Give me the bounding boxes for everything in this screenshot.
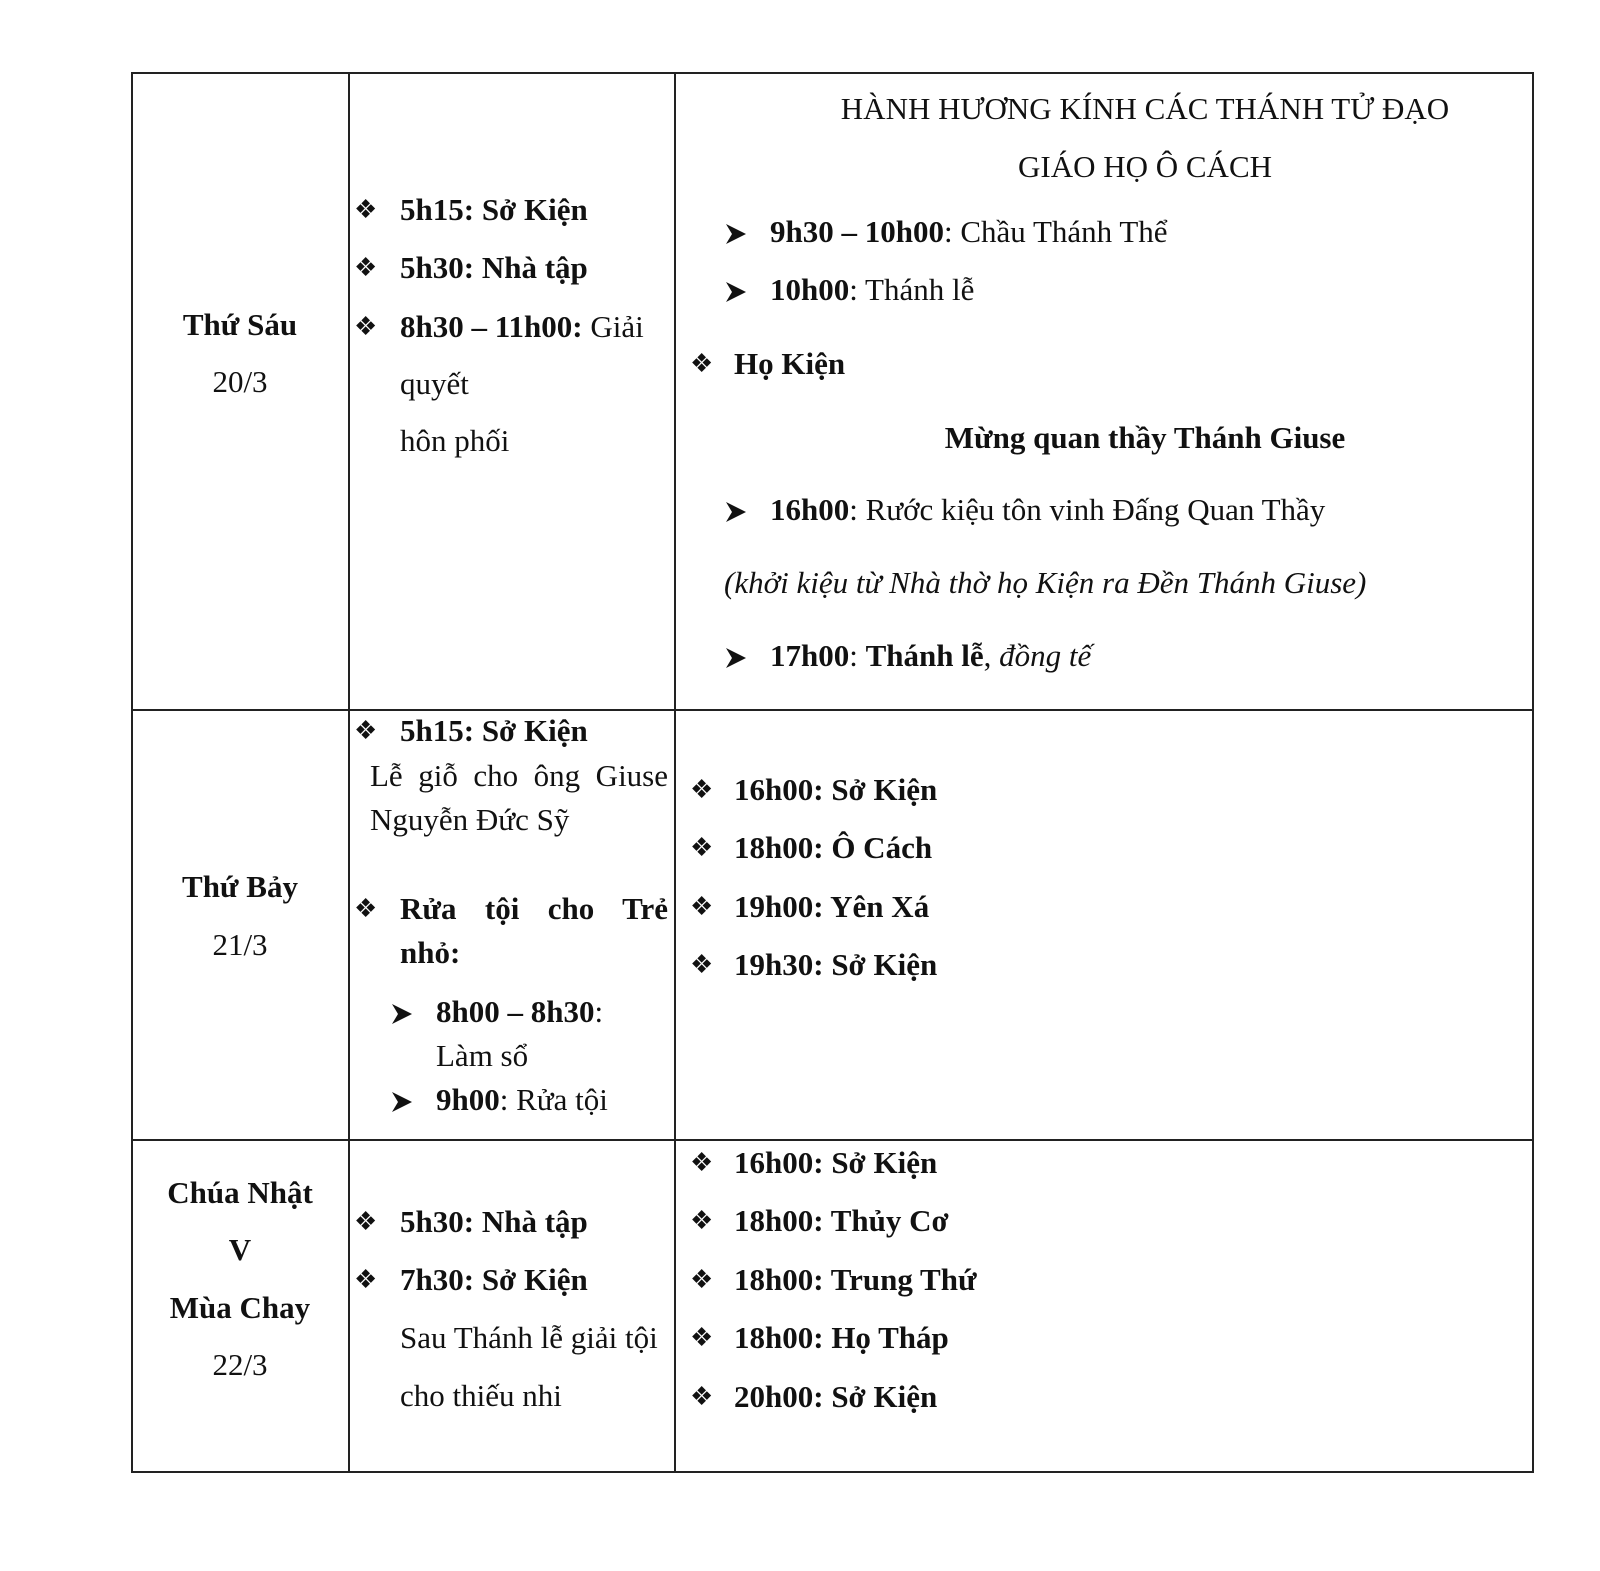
diamond-bullet-icon: ❖ [354, 253, 378, 282]
evening-item: 19h00: Yên Xá [734, 889, 930, 924]
row-divider-1 [132, 709, 1533, 711]
evening-subitem [770, 636, 1091, 676]
diamond-bullet-icon: ❖ [354, 716, 378, 745]
morning-item: 7h30: Sở Kiện [400, 1262, 588, 1297]
item-time: 9h00 [436, 1082, 500, 1117]
day-date: 20/3 [212, 364, 268, 399]
concelebration-label: đồng tế [999, 638, 1092, 673]
diamond-bullet-icon: ❖ [690, 1382, 714, 1411]
item-text: : Rước kiệu tôn vinh Đấng Quan Thầy [849, 492, 1326, 527]
evening-item: Họ Kiện [734, 346, 846, 381]
evening-item: 18h00: Thủy Cơ [734, 1203, 949, 1238]
item-text: Giải [590, 309, 644, 344]
item-text: : [849, 638, 866, 673]
day-date: 21/3 [212, 927, 268, 962]
diamond-bullet-icon: ❖ [690, 775, 714, 804]
item-time: 8h00 – 8h30 [436, 994, 595, 1029]
column-divider-day [348, 72, 350, 1473]
arrow-bullet-icon [724, 280, 748, 304]
evening-item: 18h00: Họ Tháp [734, 1320, 949, 1355]
table-border-bottom [132, 1471, 1533, 1473]
baptism-subitem-continued: Làm sổ [436, 1038, 529, 1073]
item-text: : Chầu Thánh Thể [943, 214, 1168, 249]
confession-note: Sau Thánh lễ giải tội [400, 1320, 658, 1355]
item-text: : Thánh lễ [849, 272, 975, 307]
diamond-bullet-icon: ❖ [690, 349, 714, 378]
diamond-bullet-icon: ❖ [354, 312, 378, 341]
evening-subitem [770, 212, 1168, 252]
arrow-bullet-icon [390, 1090, 414, 1114]
diamond-bullet-icon: ❖ [690, 892, 714, 921]
table-border-top [132, 72, 1533, 74]
day-date: 22/3 [212, 1347, 268, 1382]
table-border-right [1532, 72, 1534, 1473]
arrow-bullet-icon [390, 1002, 414, 1026]
morning-item: 5h15: Sở Kiện [400, 192, 588, 227]
day-name: Thứ Bảy [182, 869, 298, 904]
morning-item: 5h30: Nhà tập [400, 1204, 588, 1239]
morning-item-continued: nhỏ: [400, 935, 461, 970]
morning-item-continued: hôn phối [400, 423, 510, 458]
arrow-bullet-icon [724, 222, 748, 246]
evening-item: 16h00: Sở Kiện [734, 772, 938, 807]
morning-item: 5h30: Nhà tập [400, 250, 588, 285]
diamond-bullet-icon: ❖ [354, 894, 378, 923]
baptism-subitem [436, 992, 603, 1032]
procession-note: (khởi kiệu từ Nhà thờ họ Kiện ra Đền Thánh Giuse) [724, 565, 1367, 600]
item-text: , [983, 638, 1000, 673]
evening-item: 19h30: Sở Kiện [734, 947, 938, 982]
diamond-bullet-icon: ❖ [690, 833, 714, 862]
day-name: V [228, 1232, 252, 1267]
pilgrimage-subheading: GIÁO HỌ Ô CÁCH [1017, 149, 1273, 184]
diamond-bullet-icon: ❖ [354, 195, 378, 224]
diamond-bullet-icon: ❖ [690, 1323, 714, 1352]
item-text: : Rửa tội [499, 1082, 608, 1117]
column-divider-morning [674, 72, 676, 1473]
diamond-bullet-icon: ❖ [690, 1148, 714, 1177]
pilgrimage-heading: HÀNH HƯƠNG KÍNH CÁC THÁNH TỬ ĐẠO [840, 91, 1450, 126]
diamond-bullet-icon: ❖ [690, 1206, 714, 1235]
diamond-bullet-icon: ❖ [354, 1207, 378, 1236]
item-time: 10h00 [770, 272, 850, 307]
evening-subitem [770, 270, 974, 310]
memorial-note: Nguyễn Đức Sỹ [370, 802, 570, 837]
item-time: 17h00 [770, 638, 850, 673]
diamond-bullet-icon: ❖ [690, 1265, 714, 1294]
day-name: Thứ Sáu [182, 307, 298, 342]
item-time: 9h30 – 10h00 [770, 214, 944, 249]
diamond-bullet-icon: ❖ [690, 950, 714, 979]
memorial-note: Lễ giỗ cho ông Giuse [370, 758, 668, 793]
morning-item: Rửa tội cho Trẻ [400, 891, 668, 926]
diamond-bullet-icon: ❖ [354, 1265, 378, 1294]
evening-item: 18h00: Ô Cách [734, 830, 933, 865]
item-time: 16h00 [770, 492, 850, 527]
confession-note: cho thiếu nhi [400, 1378, 562, 1413]
evening-item: 18h00: Trung Thứ [734, 1262, 977, 1297]
morning-item [400, 307, 644, 347]
feast-title: Mừng quan thầy Thánh Giuse [944, 420, 1346, 455]
day-name: Chúa Nhật [167, 1175, 313, 1210]
item-text: : [594, 994, 604, 1029]
item-time: 8h30 – 11h00: [400, 309, 583, 344]
mass-label: Thánh lễ [865, 638, 984, 673]
baptism-subitem [436, 1080, 608, 1120]
evening-item: 16h00: Sở Kiện [734, 1145, 938, 1180]
morning-item: 5h15: Sở Kiện [400, 713, 588, 748]
day-name: Mùa Chay [169, 1290, 311, 1325]
morning-item-continued: quyết [400, 366, 469, 401]
evening-subitem [770, 490, 1325, 530]
row-divider-2 [132, 1139, 1533, 1141]
arrow-bullet-icon [724, 500, 748, 524]
evening-item: 20h00: Sở Kiện [734, 1379, 938, 1414]
arrow-bullet-icon [724, 646, 748, 670]
table-border-left [131, 72, 133, 1473]
